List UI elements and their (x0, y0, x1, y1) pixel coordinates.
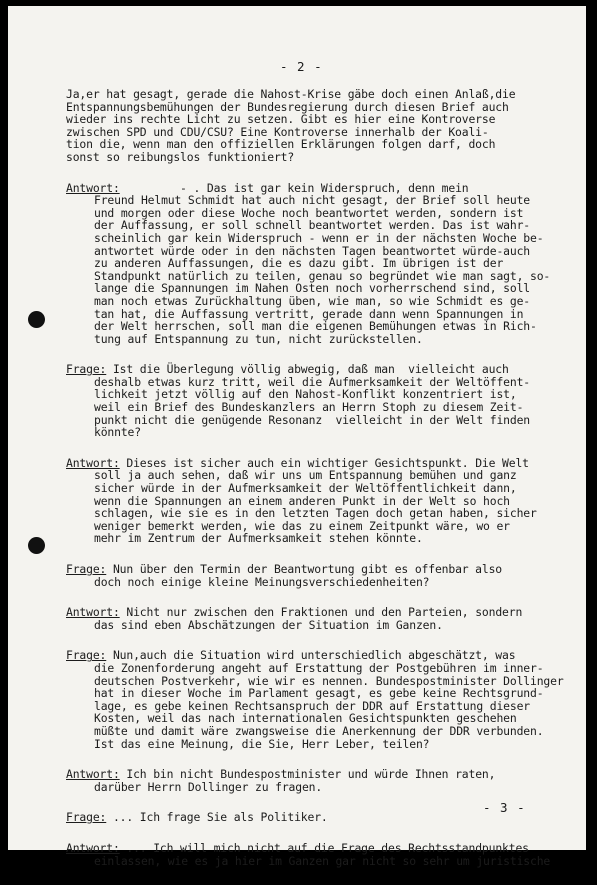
line-text: wenn die Spannungen an einem anderen Punkt in der Welt so hoch (94, 493, 510, 508)
interview-paragraph (66, 649, 586, 750)
line-text: zwischen SPD und CDU/CSU? Eine Kontroverse innerhalb der Koali- (66, 124, 489, 139)
line-text: und morgen oder diese Woche noch beantwortet werden, sondern ist (94, 205, 524, 220)
speaker-label: Frage: (66, 648, 107, 663)
line-text: antwortet würde oder in den nächsten Tagen beantwortet würde-auch (94, 243, 531, 258)
line-text: tion die, wenn man den offiziellen Erklärungen folgen darf, doch (66, 137, 496, 152)
line-text: der Welt herrschen, soll man die eigenen Bemühungen etwas in Rich- (94, 319, 537, 334)
line-text: lichkeit jetzt völlig auf den Nahost-Konflikt konzentriert ist, (94, 387, 517, 402)
speaker-label: Antwort: (66, 840, 120, 855)
line-text: darüber Herrn Dollinger zu fragen. (94, 779, 323, 794)
line-text: - . Das ist gar kein Widerspruch, denn mein (126, 180, 469, 195)
line-text: Dieses ist sicher auch ein wichtiger Gesichtspunkt. Die Welt (126, 455, 529, 470)
line-text: der Auffassung, er soll schnell beantwortet werden. Das ist wahr- (94, 218, 531, 233)
line-text: Ist die Überlegung völlig abwegig, daß man vielleicht auch (112, 362, 509, 377)
line-text: das sind eben Abschätzungen der Situation im Ganzen. (94, 617, 443, 632)
punch-hole (28, 311, 45, 328)
line-text: doch noch einige kleine Meinungsverschiedenheiten? (94, 574, 430, 589)
line-text: hat in dieser Woche im Parlament gesagt, es gebe keine Rechtsgrund- (94, 686, 544, 701)
line-text: Freund Helmut Schmidt hat auch nicht gesagt, der Brief soll heute (94, 193, 531, 208)
interview-paragraph (66, 457, 586, 545)
line-text: könnte? (94, 425, 141, 440)
line-text: Nun über den Termin der Beantwortung gibt es offenbar also (112, 562, 503, 576)
line-text: tan hat, die Auffassung vertritt, gerade dann wenn Spannungen in (94, 306, 524, 321)
speaker-label: Frage: (66, 562, 107, 576)
speaker-label: Antwort: (66, 605, 120, 620)
text-line (66, 532, 586, 545)
line-text: ... Ich frage Sie als Politiker. (112, 810, 328, 825)
text-line (66, 151, 586, 164)
text-line (66, 414, 586, 427)
line-text: soll ja auch sehen, daß wir uns um Entspannung bemühen und ganz (94, 468, 517, 483)
line-text: Nun,auch die Situation wird unterschiedlich abgeschätzt, was (112, 648, 516, 663)
line-text: mehr im Zentrum der Aufmerksamkeit stehen könnte. (94, 531, 423, 546)
interview-paragraph (66, 363, 586, 439)
interview-paragraph (66, 606, 586, 631)
speaker-label: Frage: (66, 362, 107, 377)
line-text: Ich bin nicht Bundespostminister und würde Ihnen raten, (126, 767, 496, 782)
line-text: sicher würde in der Aufmerksamkeit der Weltöffentlichkeit dann, (94, 481, 517, 496)
line-text: ... Ich will mich nicht auf die Frage des Rechtsstandpunktes (126, 840, 529, 855)
line-text: man noch etwas Zurückhaltung üben, wie man, so wie Schmidt es ge- (94, 293, 531, 308)
line-text: Ja,er hat gesagt, gerade die Nahost-Krise gäbe doch einen Anlaß,die (66, 87, 516, 101)
speaker-label: Antwort: (66, 455, 120, 470)
document-body (66, 88, 586, 885)
line-text: Standpunkt natürlich zu teilen, genau so begründet wie man sagt, so- (94, 268, 551, 283)
line-text: sonst so reibungslos funktioniert? (66, 149, 295, 164)
text-line (66, 855, 586, 868)
punch-hole (28, 537, 45, 554)
interview-paragraph (66, 842, 586, 867)
text-line (66, 781, 586, 794)
text-line (66, 426, 586, 439)
line-text: Kosten, weil das nach internationalen Gesichtspunkten geschehen (94, 711, 517, 726)
line-text: müßte und damit wäre zwangsweise die Anerkennung der DDR verbunden. (94, 723, 544, 738)
line-text: Ist das eine Meinung, die Sie, Herr Leber, teilen? (94, 736, 430, 751)
text-line (66, 619, 586, 632)
line-text: zu anderen Auffassungen, die es dazu gibt. Im übrigen ist der (94, 256, 504, 271)
line-text: die Zonenforderung angeht auf Erstattung der Postgebühren im inner- (94, 660, 544, 675)
next-page-marker: - 3 - (483, 800, 526, 815)
interview-paragraph (66, 563, 586, 588)
text-line (66, 333, 586, 346)
line-text: deutschen Postverkehr, wie wir es nennen. Bundespostminister Dollinger (94, 673, 564, 688)
line-text: weniger bemerkt werden, wie das zu einem Zeitpunkt wäre, wo er (94, 518, 510, 533)
document-page (8, 6, 586, 868)
speaker-label: Antwort: (66, 180, 120, 195)
line-text: tung auf Entspannung zu tun, nicht zurückstellen. (94, 331, 423, 346)
line-text: schlagen, wie sie es in den letzten Tagen doch getan haben, sicher (94, 506, 537, 521)
line-text: Nicht nur zwischen den Fraktionen und den Parteien, sondern (126, 605, 523, 620)
speaker-label: Frage: (66, 810, 107, 825)
interview-paragraph (66, 768, 586, 793)
line-text: weil ein Brief des Bundeskanzlers an Herrn Stoph zu diesem Zeit- (94, 400, 524, 415)
interview-paragraph (66, 182, 586, 346)
line-text: deshalb etwas kurz tritt, weil die Aufmerksamkeit der Weltöffent- (94, 374, 531, 389)
page-number: - 2 - (280, 59, 323, 74)
text-line (66, 576, 586, 589)
line-text: wieder ins rechte Licht zu setzen. Gibt es hier eine Kontroverse (66, 112, 496, 127)
line-text: lage, es gebe keinen Rechtsanspruch der DDR auf Erstattung dieser (94, 698, 531, 713)
line-text: lange die Spannungen im Nahen Osten noch vorherrschend sind, soll (94, 281, 531, 296)
line-text: punkt nicht die genügende Resonanz vielleicht in der Welt finden (94, 412, 531, 427)
line-text: scheinlich gar kein Widerspruch - wenn er in der nächsten Woche be- (94, 230, 544, 245)
interview-paragraph (66, 88, 586, 164)
speaker-label: Antwort: (66, 767, 120, 782)
line-text: einlassen, wie es ja hier im Ganzen gar nicht so sehr um juristische (94, 853, 551, 868)
line-text: Entspannungsbemühungen der Bundesregierung durch diesen Brief auch (66, 99, 509, 114)
text-line (66, 738, 586, 751)
